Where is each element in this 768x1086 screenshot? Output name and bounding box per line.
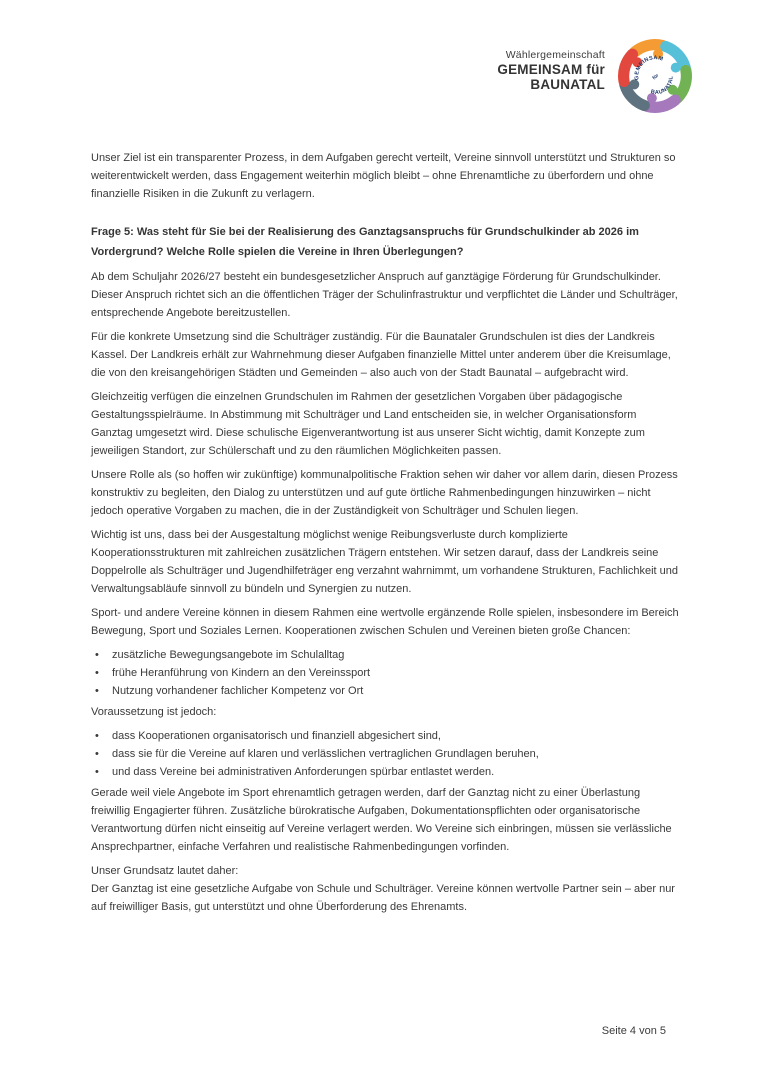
org-logo (612, 33, 698, 119)
document-body (91, 149, 679, 922)
principle-text: Der Ganztag ist eine gesetzliche Aufgabe von Schule und Schulträger. Vereine können wertvolle Partner sein – aber nur auf freiwilliger Basis, gut unterstützt und ohne Überforderung des Ehrenamts. (91, 883, 675, 913)
page-number: Seite 4 von 5 (601, 1025, 666, 1037)
svg-text:GEMEINSAM: GEMEINSAM (634, 55, 665, 81)
list-item: • frühe Heranführung von Kindern an den Vereinssport (91, 664, 679, 682)
answer-paragraph: Wichtig ist uns, dass bei der Ausgestaltung möglichst wenige Reibungsverluste durch komplizierte Kooperationsstrukturen mit zahlreichen zusätzlichen Trägern entstehen. Wir setzen darauf, dass der Landkreis seine Doppelrolle als Schulträger und Jugendhilfeträger eng verzahnt wahrnimmt, um vorhandene Strukturen, Fachlichkeit und Verwaltungsabläufe sinnvoll zu bündeln und Synergien zu nutzen. (91, 529, 678, 595)
opportunities-list (91, 646, 679, 700)
logo-figure-head (629, 79, 639, 89)
list-item: • dass Kooperationen organisatorisch und finanziell abgesichert sind, (91, 727, 679, 745)
list-item: • und dass Vereine bei administrativen Anforderungen spürbar entlastet werden. (91, 763, 679, 781)
answer-paragraph: Für die konkrete Umsetzung sind die Schulträger zuständig. Für die Baunataler Grundschulen ist dies der Landkreis Kassel. Der Landkreis erhält zur Wahrnehmung dieser Aufgaben finanzielle Mittel unter anderem über die Kreisumlage, die von den kreisangehörigen Städten und Gemeinden – also auch von der Stadt Baunatal – aufgebracht wird. (91, 331, 671, 379)
organization-name (497, 48, 605, 92)
list-item: • zusätzliche Bewegungsangebote im Schulalltag (91, 646, 679, 664)
list-item: • Nutzung vorhandener fachlicher Kompetenz vor Ort (91, 682, 679, 700)
logo-figure-head (671, 63, 681, 73)
logo-figure-arm (624, 54, 633, 81)
principle-label: Unser Grundsatz lautet daher: (91, 865, 239, 877)
preconditions-list (91, 727, 679, 781)
org-name-line-bold-1: GEMEINSAM für (497, 62, 605, 77)
volunteering-paragraph: Gerade weil viele Angebote im Sport ehrenamtlich getragen werden, darf der Ganztag nicht zu einer Überlastung freiwillig Engagierter führen. Zusätzliche bürokratische Aufgaben, Dokumentationspflichten oder organisatorische Verantwortung dürfen nicht einseitig auf Vereine verlagert werden. Wo Vereine sich einbringen, müssen sie verlässliche Ansprechpartner, einfache Verfahren und realistische Rahmenbedingungen vorfinden. (91, 787, 672, 853)
precondition-intro: Voraussetzung ist jedoch: (91, 706, 217, 718)
logo-figure-arm (678, 71, 687, 98)
svg-text:für: für (652, 73, 661, 82)
org-name-line-bold-2: BAUNATAL (530, 77, 605, 92)
answer-paragraph: Gleichzeitig verfügen die einzelnen Grundschulen im Rahmen der gesetzlichen Vorgaben über pädagogische Gestaltungsspielräume. In Abstimmung mit Schulträger und Land entscheiden sie, in welcher Organisationsform Ganztag umgesetzt wird. Diese schulische Eigenverantwortung ist aus unserer Sicht wichtig, damit Konzepte zum jeweiligen Standort, zur Schülerschaft und zu den räumlichen Möglichkeiten passen. (91, 391, 645, 457)
people-circle-logo-icon (612, 33, 698, 119)
page-header (497, 33, 698, 119)
answer-paragraph: Ab dem Schuljahr 2026/27 besteht ein bundesgesetzlicher Anspruch auf ganztägige Förderung für Grundschulkinder. Dieser Anspruch richtet sich an die öffentlichen Träger der Schulinfrastruktur und verpflichtet die Länder und Schulträger, entsprechende Angebote bereitzustellen. (91, 271, 678, 319)
principle-paragraph (91, 862, 679, 916)
question-heading: Frage 5: Was steht für Sie bei der Realisierung des Ganztagsanspruchs für Grundschulkinder ab 2026 im Vordergrund? Welche Rolle spielen die Vereine in Ihren Überlegungen? (91, 226, 639, 258)
answer-paragraph: Sport- und andere Vereine können in diesem Rahmen eine wertvolle ergänzende Rolle spielen, insbesondere im Bereich Bewegung, Sport und Soziales Lernen. Kooperationen zwischen Schulen und Vereinen bieten große Chancen: (91, 607, 679, 637)
org-name-line-small: Wählergemeinschaft (505, 49, 605, 61)
list-item: • dass sie für die Vereine auf klaren und verlässlichen vertraglichen Grundlagen beruhen, (91, 745, 679, 763)
answer-paragraph: Unsere Rolle als (so hoffen wir zukünftige) kommunalpolitische Fraktion sehen wir daher vor allem darin, diesen Prozess konstruktiv zu begleiten, den Dialog zu unterstützen und auf gute örtliche Rahmenbedingungen hinzuwirken – nicht jedoch operative Vorgaben zu machen, die in der Zuständigkeit von Schulträger und Schulen liegen. (91, 469, 678, 517)
svg-text:BAUNATAL: BAUNATAL (650, 75, 675, 97)
intro-paragraph: Unser Ziel ist ein transparenter Prozess, in dem Aufgaben gerecht verteilt, Vereine sinnvoll unterstützt und Strukturen so weiterentwickelt werden, dass Engagement weiterhin möglich bleibt – ohne Ehrenamtliche zu überfordern und ohne finanzielle Risiken in die Zukunft zu verlagern. (91, 152, 676, 200)
